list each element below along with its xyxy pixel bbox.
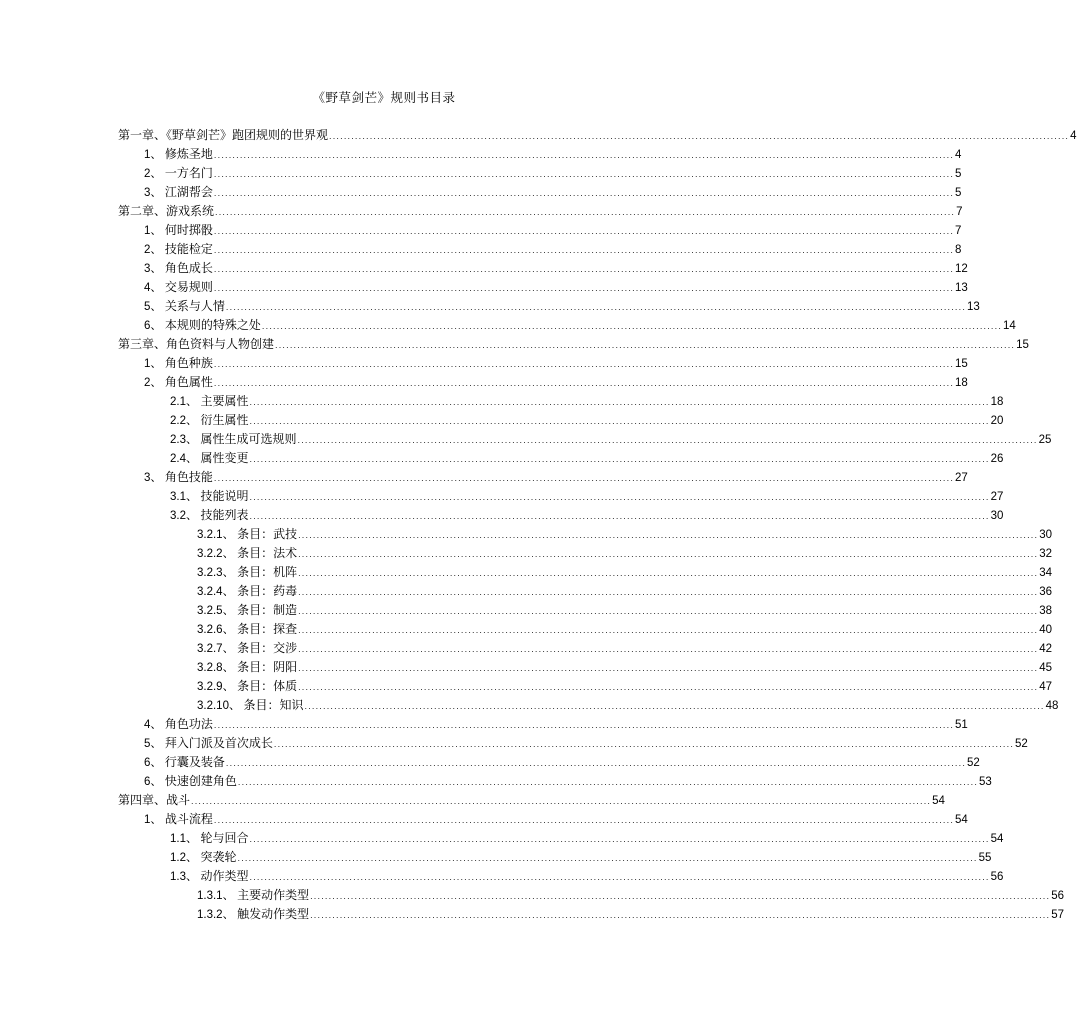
toc-entry[interactable] (0, 620, 1052, 639)
toc-entry-page-number: 54 (955, 814, 968, 826)
toc-entry[interactable] (0, 753, 980, 772)
toc-entry-label: 条目：知识 (243, 698, 304, 712)
toc-entry[interactable] (0, 316, 1016, 335)
toc-entry-page-number: 54 (932, 795, 945, 807)
toc-entry[interactable] (0, 392, 1004, 411)
toc-entry-line (118, 126, 1077, 145)
toc-entry[interactable] (0, 867, 1004, 886)
toc-entry-label: 角色功法 (164, 717, 213, 731)
toc-entry-line (144, 772, 992, 791)
toc-entry-label: 突袭轮 (200, 850, 237, 864)
toc-entry-number: 1、 (144, 358, 162, 370)
dot-leader: ........................................................................................................................................................................................................ (237, 853, 978, 863)
dot-leader: ........................................................................................................................................................................................................ (298, 625, 1039, 635)
toc-entry-line (197, 677, 1052, 696)
toc-entry-number: 3.2.2、 (197, 548, 235, 560)
toc-entry-line (170, 867, 1004, 886)
dot-leader: ........................................................................................................................................................................................................ (298, 644, 1039, 654)
toc-entry-line (197, 620, 1052, 639)
toc-entry-number: 1.3、 (170, 871, 198, 883)
toc-entry-page-number: 4 (955, 149, 962, 161)
toc-entry-line (144, 715, 968, 734)
toc-entry-page-number: 30 (990, 510, 1004, 522)
toc-entry[interactable] (0, 791, 945, 810)
toc-entry-page-number: 25 (1038, 434, 1052, 446)
toc-entry-page-number: 14 (1003, 320, 1016, 332)
toc-entry-line (197, 582, 1052, 601)
dot-leader: ........................................................................................................................................................................................................ (298, 549, 1039, 559)
toc-entry-label: 第二章、游戏系统 (118, 204, 215, 218)
dot-leader: ........................................................................................................................................................................................................ (213, 283, 955, 293)
toc-entry-number: 2.2、 (170, 415, 198, 427)
toc-entry-page-number: 7 (955, 225, 962, 237)
dot-leader: ........................................................................................................................................................................................................ (213, 264, 955, 274)
toc-entry-label: 属性变更 (200, 451, 249, 465)
toc-entry-label: 轮与回合 (200, 831, 249, 845)
dot-leader: ........................................................................................................................................................................................................ (249, 834, 990, 844)
dot-leader: ........................................................................................................................................................................................................ (298, 606, 1039, 616)
toc-entry-label: 主要动作类型 (237, 888, 310, 902)
dot-leader: ........................................................................................................................................................................................................ (261, 321, 1003, 331)
toc-entry-label: 江湖帮会 (164, 185, 213, 199)
toc-entry[interactable] (0, 544, 1052, 563)
toc-entry-page-number: 34 (1039, 567, 1052, 579)
toc-entry-page-number: 54 (990, 833, 1004, 845)
toc-entry[interactable] (0, 772, 992, 791)
dot-leader: ........................................................................................................................................................................................................ (249, 416, 990, 426)
toc-entry[interactable] (0, 582, 1052, 601)
toc-entry-number: 1、 (144, 225, 162, 237)
toc-entry-number: 1.3.2、 (197, 909, 235, 921)
toc-entry-line (144, 734, 1028, 753)
toc-entry[interactable] (0, 506, 1004, 525)
toc-entry-page-number: 52 (967, 757, 980, 769)
toc-entry-line (118, 335, 1029, 354)
toc-entry-label: 衍生属性 (200, 413, 249, 427)
toc-entry-line (197, 658, 1052, 677)
toc-entry-label: 一方名门 (164, 166, 213, 180)
dot-leader: ........................................................................................................................................................................................................ (213, 359, 955, 369)
toc-entry-page-number: 55 (978, 852, 992, 864)
toc-entry-label: 行囊及装备 (164, 755, 225, 769)
toc-entry-label: 动作类型 (200, 869, 249, 883)
toc-entry-line (144, 183, 962, 202)
toc-entry-page-number: 48 (1045, 700, 1059, 712)
toc-entry-label: 条目：法术 (237, 546, 298, 560)
dot-leader: ........................................................................................................................................................................................................ (213, 473, 955, 483)
toc-entry-page-number: 56 (990, 871, 1004, 883)
toc-entry[interactable] (0, 430, 1052, 449)
toc-entry-number: 1.3.1、 (197, 890, 235, 902)
toc-entry[interactable] (0, 734, 1028, 753)
toc-entry-number: 3.1、 (170, 491, 198, 503)
toc-entry-page-number: 30 (1039, 529, 1052, 541)
toc-entry-page-number: 47 (1039, 681, 1052, 693)
toc-entry-label: 关系与人情 (164, 299, 225, 313)
toc-entry[interactable] (0, 164, 962, 183)
dot-leader: ........................................................................................................................................................................................................ (249, 397, 990, 407)
toc-entry-page-number: 56 (1051, 890, 1064, 902)
toc-entry[interactable] (0, 658, 1052, 677)
toc-entry-label: 条目：探查 (237, 622, 298, 636)
toc-entry-page-number: 13 (955, 282, 968, 294)
dot-leader: ........................................................................................................................................................................................................ (298, 530, 1039, 540)
dot-leader: ........................................................................................................................................................................................................ (298, 568, 1039, 578)
dot-leader: ........................................................................................................................................................................................................ (213, 169, 955, 179)
toc-entry-line (197, 696, 1059, 715)
toc-entry-label: 技能说明 (200, 489, 249, 503)
dot-leader: ........................................................................................................................................................................................................ (297, 435, 1038, 445)
toc-entry-line (170, 848, 992, 867)
toc-entry-line (144, 221, 962, 240)
toc-entry-label: 修炼圣地 (164, 147, 213, 161)
toc-entry-line (170, 449, 1004, 468)
toc-entry[interactable] (0, 487, 1004, 506)
toc-entry-line (118, 202, 963, 221)
toc-entry-label: 属性生成可选规则 (200, 432, 297, 446)
toc-entry-number: 2、 (144, 168, 162, 180)
toc-entry-label: 第三章、角色资料与人物创建 (118, 337, 275, 351)
toc-entry[interactable] (0, 715, 968, 734)
toc-entry-page-number: 40 (1039, 624, 1052, 636)
toc-entry-line (170, 411, 1004, 430)
toc-entry-label: 角色属性 (164, 375, 213, 389)
toc-entry-line (144, 297, 980, 316)
toc-entry-line (170, 829, 1004, 848)
toc-entry-label: 本规则的特殊之处 (164, 318, 261, 332)
toc-entry[interactable] (0, 202, 963, 221)
toc-entry-number: 3.2.4、 (197, 586, 235, 598)
toc-entry-label: 技能检定 (164, 242, 213, 256)
toc-entry-line (197, 601, 1052, 620)
toc-entry[interactable] (0, 563, 1052, 582)
toc-entry-label: 条目：交涉 (237, 641, 298, 655)
toc-entry[interactable] (0, 829, 1004, 848)
toc-entry-page-number: 32 (1039, 548, 1052, 560)
toc-entry-label: 角色种族 (164, 356, 213, 370)
toc-entry-number: 6、 (144, 320, 162, 332)
toc-entry-line (144, 145, 962, 164)
toc-entry-number: 2.1、 (170, 396, 198, 408)
toc-entry-label: 角色成长 (164, 261, 213, 275)
toc-entry-number: 1、 (144, 149, 162, 161)
toc-entry-number: 5、 (144, 738, 162, 750)
toc-entry-page-number: 45 (1039, 662, 1052, 674)
toc-entry-label: 拜入门派及首次成长 (164, 736, 273, 750)
toc-entry-label: 第四章、战斗 (118, 793, 191, 807)
dot-leader: ........................................................................................................................................................................................................ (298, 663, 1039, 673)
toc-entry[interactable] (0, 886, 1064, 905)
toc-entry-label: 交易规则 (164, 280, 213, 294)
toc-entry[interactable] (0, 601, 1052, 620)
dot-leader: ........................................................................................................................................................................................................ (213, 226, 955, 236)
toc-entry-label: 何时掷骰 (164, 223, 213, 237)
toc-entry-label: 技能列表 (200, 508, 249, 522)
toc-entry-number: 6、 (144, 776, 162, 788)
toc-entry-line (197, 905, 1064, 924)
toc-entry-line (170, 430, 1052, 449)
toc-entry-page-number: 26 (990, 453, 1004, 465)
toc-entry-page-number: 4 (1070, 130, 1077, 142)
dot-leader: ........................................................................................................................................................................................................ (225, 758, 967, 768)
toc-entry-line (144, 373, 968, 392)
toc-entry-page-number: 20 (990, 415, 1004, 427)
toc-entry-number: 2、 (144, 244, 162, 256)
toc-entry-page-number: 5 (955, 168, 962, 180)
dot-leader: ........................................................................................................................................................................................................ (310, 910, 1051, 920)
toc-entry-page-number: 27 (990, 491, 1004, 503)
toc-entry-page-number: 18 (990, 396, 1004, 408)
toc-entry-line (197, 886, 1064, 905)
toc-entry-number: 1.1、 (170, 833, 198, 845)
toc-entry-number: 3.2.5、 (197, 605, 235, 617)
toc-entry[interactable] (0, 449, 1004, 468)
toc-entry-page-number: 52 (1015, 738, 1028, 750)
toc-entry[interactable] (0, 848, 992, 867)
toc-entry-number: 3、 (144, 263, 162, 275)
toc-entry-page-number: 38 (1039, 605, 1052, 617)
toc-entry-page-number: 57 (1051, 909, 1064, 921)
toc-entry-line (144, 468, 968, 487)
dot-leader: ........................................................................................................................................................................................................ (213, 720, 955, 730)
toc-entry-label: 条目：制造 (237, 603, 298, 617)
toc-entry[interactable] (0, 259, 968, 278)
dot-leader: ........................................................................................................................................................................................................ (298, 587, 1039, 597)
dot-leader: ........................................................................................................................................................................................................ (249, 492, 990, 502)
toc-entry-line (197, 525, 1052, 544)
toc-entry-line (170, 487, 1004, 506)
toc-entry[interactable] (0, 278, 968, 297)
toc-entry-line (197, 639, 1052, 658)
toc-entry-label: 条目：体质 (237, 679, 298, 693)
toc-entry-number: 3.2.1、 (197, 529, 235, 541)
toc-entry[interactable] (0, 810, 968, 829)
dot-leader: ........................................................................................................................................................................................................ (213, 188, 955, 198)
toc-entry-line (144, 316, 1016, 335)
toc-entry-page-number: 8 (955, 244, 962, 256)
toc-entry-page-number: 27 (955, 472, 968, 484)
toc-entry-label: 条目：阴阳 (237, 660, 298, 674)
toc-entry-number: 2、 (144, 377, 162, 389)
toc-entry-label: 战斗流程 (164, 812, 213, 826)
toc-entry-label: 条目：药毒 (237, 584, 298, 598)
toc-entry-number: 5、 (144, 301, 162, 313)
toc-entry-page-number: 15 (1016, 339, 1029, 351)
toc-entry[interactable] (0, 468, 968, 487)
toc-entry-line (118, 791, 945, 810)
toc-entry-number: 3.2.7、 (197, 643, 235, 655)
toc-entry-number: 2.3、 (170, 434, 198, 446)
toc-entry-line (144, 354, 968, 373)
dot-leader: ........................................................................................................................................................................................................ (213, 815, 955, 825)
toc-entry[interactable] (0, 411, 1004, 430)
toc-entry-label: 条目：机阵 (237, 565, 298, 579)
toc-entry-number: 4、 (144, 719, 162, 731)
toc-entry-label: 角色技能 (164, 470, 213, 484)
toc-entry-number: 3.2.9、 (197, 681, 235, 693)
toc-entry[interactable] (0, 373, 968, 392)
toc-entry-line (197, 563, 1052, 582)
toc-entry-line (144, 278, 968, 297)
table-of-contents (0, 126, 1077, 924)
toc-entry[interactable] (0, 126, 1077, 145)
toc-entry[interactable] (0, 145, 962, 164)
toc-entry-number: 3、 (144, 472, 162, 484)
dot-leader: ........................................................................................................................................................................................................ (213, 245, 955, 255)
toc-entry-label: 主要属性 (200, 394, 249, 408)
dot-leader: ........................................................................................................................................................................................................ (329, 131, 1070, 141)
dot-leader: ........................................................................................................................................................................................................ (298, 682, 1039, 692)
toc-entry-label: 触发动作类型 (237, 907, 310, 921)
toc-entry-label: 第一章、《野草剑芒》跑团规则的世界观 (118, 128, 329, 142)
toc-entry-number: 3.2.8、 (197, 662, 235, 674)
toc-entry[interactable] (0, 297, 980, 316)
dot-leader: ........................................................................................................................................................................................................ (191, 796, 932, 806)
toc-entry[interactable] (0, 335, 1029, 354)
page-title: 《野草剑芒》规则书目录 (312, 90, 456, 105)
toc-entry-line (144, 240, 962, 259)
toc-entry-number: 3.2.6、 (197, 624, 235, 636)
toc-entry-page-number: 36 (1039, 586, 1052, 598)
toc-entry-page-number: 7 (956, 206, 963, 218)
dot-leader: ........................................................................................................................................................................................................ (249, 454, 990, 464)
dot-leader: ........................................................................................................................................................................................................ (249, 511, 990, 521)
dot-leader: ........................................................................................................................................................................................................ (237, 777, 979, 787)
toc-entry-line (144, 164, 962, 183)
toc-entry-line (144, 753, 980, 772)
toc-entry[interactable] (0, 240, 962, 259)
toc-entry-number: 3.2、 (170, 510, 198, 522)
toc-entry[interactable] (0, 354, 968, 373)
toc-entry-page-number: 51 (955, 719, 968, 731)
toc-entry-number: 1.2、 (170, 852, 198, 864)
toc-entry-label: 条目：武技 (237, 527, 298, 541)
toc-entry-number: 6、 (144, 757, 162, 769)
dot-leader: ........................................................................................................................................................................................................ (273, 739, 1015, 749)
toc-entry-page-number: 13 (967, 301, 980, 313)
dot-leader: ........................................................................................................................................................................................................ (310, 891, 1051, 901)
toc-entry-page-number: 15 (955, 358, 968, 370)
toc-entry-line (170, 506, 1004, 525)
toc-entry-page-number: 5 (955, 187, 962, 199)
dot-leader: ........................................................................................................................................................................................................ (249, 872, 990, 882)
toc-entry-line (144, 259, 968, 278)
toc-entry-line (144, 810, 968, 829)
dot-leader: ........................................................................................................................................................................................................ (225, 302, 967, 312)
toc-entry[interactable] (0, 221, 962, 240)
toc-entry-number: 3.2.3、 (197, 567, 235, 579)
toc-entry[interactable] (0, 696, 1059, 715)
dot-leader: ........................................................................................................................................................................................................ (213, 378, 955, 388)
dot-leader: ........................................................................................................................................................................................................ (215, 207, 956, 217)
toc-entry-page-number: 42 (1039, 643, 1052, 655)
toc-entry-number: 3.2.10、 (197, 700, 241, 712)
toc-entry-page-number: 53 (979, 776, 992, 788)
dot-leader: ........................................................................................................................................................................................................ (275, 340, 1016, 350)
toc-entry-line (170, 392, 1004, 411)
toc-entry[interactable] (0, 639, 1052, 658)
dot-leader: ........................................................................................................................................................................................................ (304, 701, 1045, 711)
toc-entry[interactable] (0, 525, 1052, 544)
dot-leader: ........................................................................................................................................................................................................ (213, 150, 955, 160)
toc-entry-number: 1、 (144, 814, 162, 826)
toc-entry-page-number: 18 (955, 377, 968, 389)
toc-entry[interactable] (0, 183, 962, 202)
toc-entry[interactable] (0, 677, 1052, 696)
toc-entry-page-number: 12 (955, 263, 968, 275)
toc-entry-number: 3、 (144, 187, 162, 199)
toc-entry-label: 快速创建角色 (164, 774, 237, 788)
toc-entry-number: 4、 (144, 282, 162, 294)
toc-entry-line (197, 544, 1052, 563)
toc-entry[interactable] (0, 905, 1064, 924)
toc-entry-number: 2.4、 (170, 453, 198, 465)
